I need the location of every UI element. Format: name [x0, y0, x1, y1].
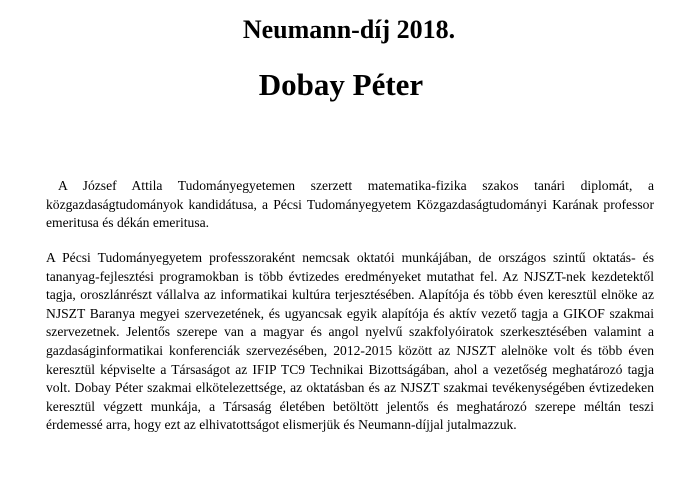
- biography-paragraph: A József Attila Tudományegyetemen szerzett matematika-fizika szakos tanári diplomát, a közgazdaságtudományok kandidátusa, a Pécsi Tudományegyetem Közgazdaságtudományi Karának professor emeritusa és dékán emeritusa.: [46, 178, 654, 231]
- achievements-paragraph: A Pécsi Tudományegyetem professzoraként nemcsak oktatói munkájában, de országos szintű oktatás- és tananyag-fejlesztési programokban is több évtizedes eredményeket mutathat fel. Az NJSZT-nek kezdetektől tagja, oroszlánrészt vállalva az informatikai kultúra terjesztésében. Alapítója és több éven keresztül elnöke az NJSZT Baranya megyei szervezetének, és ugyancsak egyik alapítója és aktív vezető tagja a GIKOF szakmai szervezetnek. Jelentős szerepe van a magyar és angol nyelvű szakfolyóiratok szerkesztésében valamint a gazdaságinformatikai konferenciák szervezésében, 2012-2015 között az NJSZT alelnöke volt és több éven keresztül képviselte a Társaságot az IFIP TC9 Technikai Bizottságában, ahol a vezetőség meghatározó tagja volt. Dobay Péter szakmai elkötelezettsége, az oktatásban és az NJSZT szakmai tevékenységében évtizedeken keresztül végzett munkája, a Társaság életében betöltött jelentős és meghatározó szerepe méltán teszi érdemessé arra, hogy ezt az elhivatottságot elismerjük és Neumann-díjjal jutalmazzuk.: [46, 250, 654, 433]
- laureate-name: Dobay Péter: [258, 67, 424, 102]
- award-title: Neumann-díj 2018.: [242, 15, 456, 44]
